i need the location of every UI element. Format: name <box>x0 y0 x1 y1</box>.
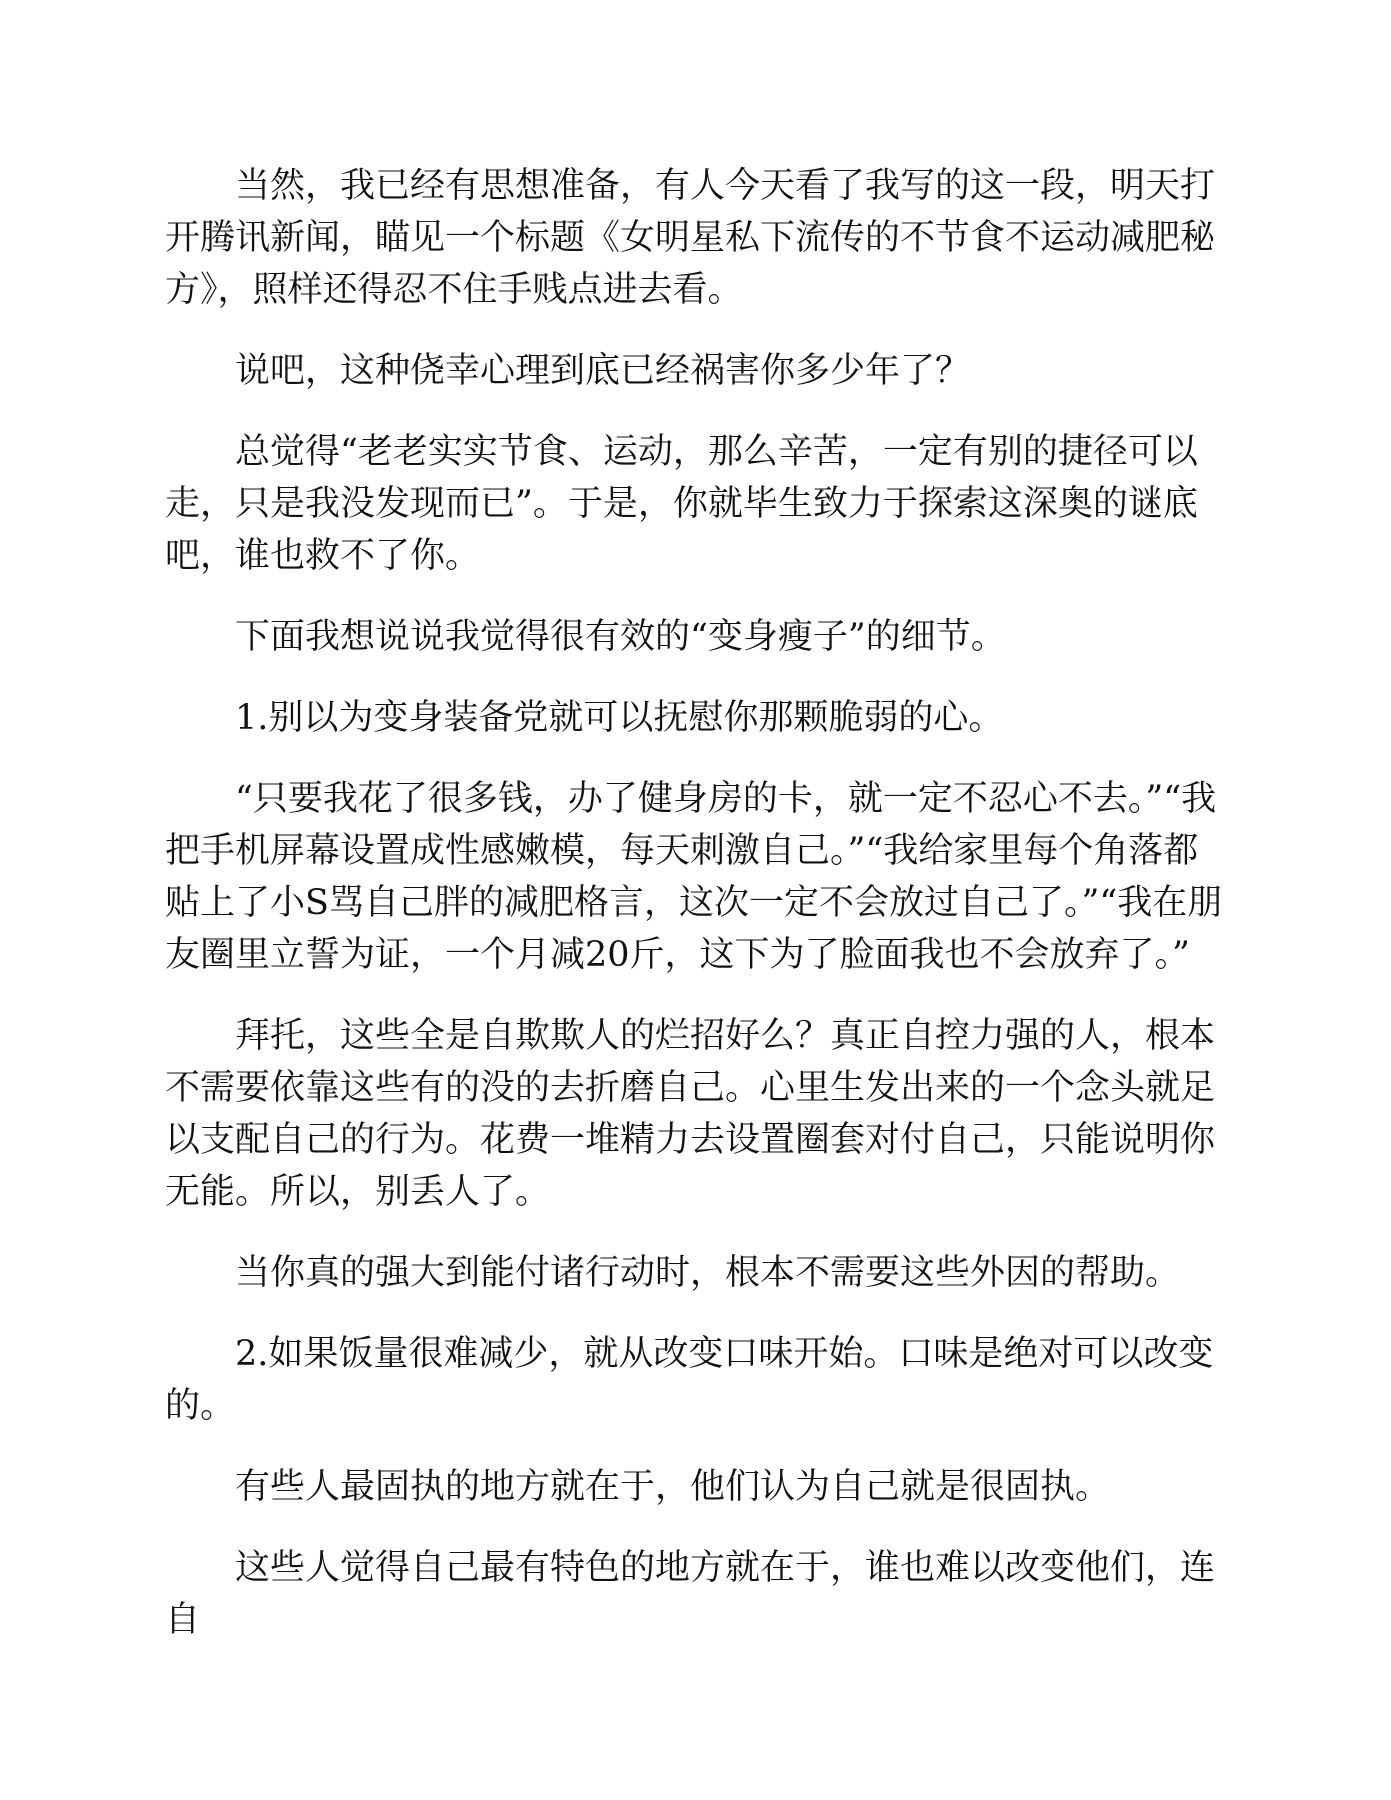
paragraph: 这些人觉得自己最有特色的地方就在于，谁也难以改变他们，连自 <box>165 1548 1216 1640</box>
paragraph: 当然，我已经有思想准备，有人今天看了我写的这一段，明天打开腾讯新闻，瞄见一个标题《女明星私下流传的不节食不运动减肥秘方》，照样还得忍不住手贱点进去看。 <box>165 166 1216 310</box>
paragraph: “只要我花了很多钱，办了健身房的卡，就一定不忍心不去。”“我把手机屏幕设置成性感嫩模，每天刺激自己。”“我给家里每个角落都贴上了小S骂自己胖的减肥格言，这次一定不会放过自己了。”“我在朋友圈里立誓为证，一个月减20斤，这下为了脸面我也不会放弃了。” <box>165 779 1223 975</box>
paragraph: 总觉得“老老实实节食、运动，那么辛苦，一定有别的捷径可以走，只是我没发现而已”。于是，你就毕生致力于探索这深奥的谜底吧，谁也救不了你。 <box>165 432 1198 576</box>
paragraph: 有些人最固执的地方就在于，他们认为自己就是很固执。 <box>235 1467 1111 1507</box>
paragraph: 拜托，这些全是自欺欺人的烂招好么？真正自控力强的人，根本不需要依靠这些有的没的去折磨自己。心里生发出来的一个念头就足以支配自己的行为。花费一堆精力去设置圈套对付自己，只能说明你无能。所以，别丢人了。 <box>165 1016 1216 1212</box>
paragraph: 下面我想说说我觉得很有效的“变身瘦子”的细节。 <box>235 617 1006 657</box>
paragraph: 1.别以为变身装备党就可以抚慰你那颗脆弱的心。 <box>235 698 1004 738</box>
paragraph: 说吧，这种侥幸心理到底已经祸害你多少年了？ <box>235 351 971 391</box>
document-body <box>165 160 1225 1675</box>
paragraph: 当你真的强大到能付诸行动时，根本不需要这些外因的帮助。 <box>235 1253 1181 1293</box>
paragraph: 2.如果饭量很难减少，就从改变口味开始。口味是绝对可以改变的。 <box>165 1334 1214 1426</box>
